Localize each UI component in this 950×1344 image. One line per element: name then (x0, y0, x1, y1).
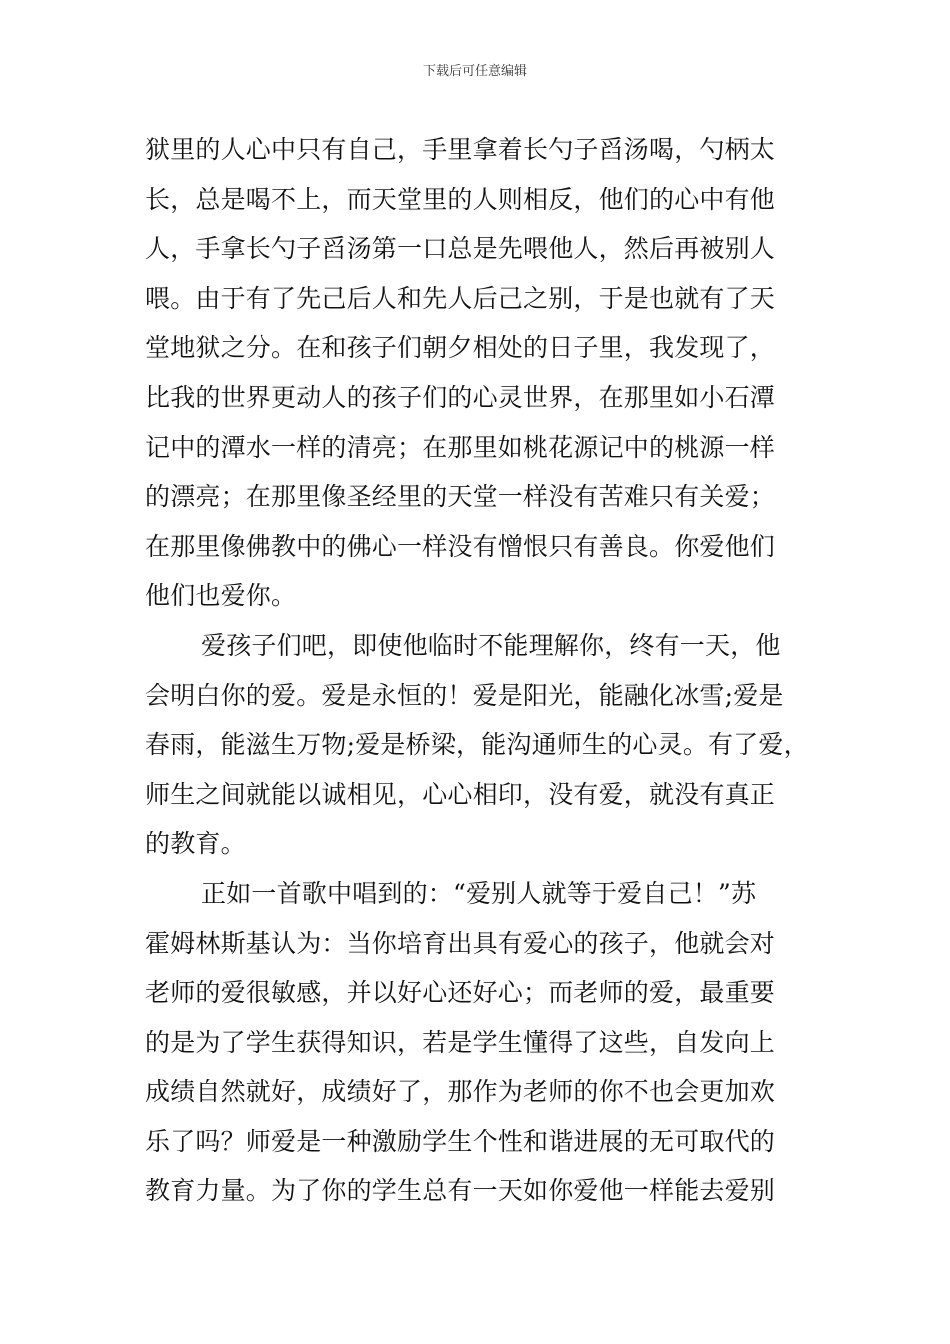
text-line: 正如一首歌中唱到的：“爱别人就等于爱自己！”苏 (201, 878, 757, 908)
text-line: 狱里的人心中只有自己，手里拿着长勺子舀汤喝，勺柄太 (145, 135, 776, 164)
text-line: 的是为了学生获得知识，若是学生懂得了这些，自发向上 (145, 1027, 776, 1057)
text-line: 记中的潭水一样的清亮；在那里如桃花源记中的桃源一样 (145, 432, 776, 462)
text-line: 师生之间就能以诚相见，心心相印，没有爱，就没有真正 (145, 779, 776, 809)
text-line: 会明白你的爱。爱是永恒的！爱是阳光，能融化冰雪;爱是 (145, 680, 784, 710)
text-line: 人，手拿长勺子舀汤第一口总是先喂他人，然后再被别人 (145, 234, 776, 264)
paragraph (145, 869, 825, 1216)
text-line: 乐了吗？师爱是一种激励学生个性和谐进展的无可取代的 (145, 1126, 776, 1156)
text-line: 长，总是喝不上，而天堂里的人则相反，他们的心中有他 (145, 184, 776, 214)
text-line: 堂地狱之分。在和孩子们朝夕相处的日子里，我发现了， (145, 333, 776, 363)
text-line: 爱孩子们吧，即使他临时不能理解你，终有一天，他 (201, 630, 781, 660)
text-line: 春雨，能滋生万物;爱是桥梁，能沟通师生的心灵。有了爱， (145, 730, 809, 760)
text-line: 喂。由于有了先己后人和先人后己之别，于是也就有了天 (145, 283, 776, 313)
text-line: 他们也爱你。 (145, 581, 297, 611)
paragraph (145, 125, 825, 621)
text-line: 霍姆林斯基认为：当你培育出具有爱心的孩子，他就会对 (145, 928, 776, 958)
text-line: 成绩自然就好，成绩好了，那作为老师的你不也会更加欢 (145, 1077, 776, 1107)
paragraph (145, 621, 825, 869)
text-line: 在那里像佛教中的佛心一样没有憎恨只有善良。你爱他们 (145, 531, 776, 561)
document-body (145, 125, 825, 1216)
page-header: 下载后可任意编辑 (422, 64, 527, 79)
text-line: 老师的爱很敏感，并以好心还好心；而老师的爱，最重要 (145, 978, 776, 1008)
text-line: 的漂亮；在那里像圣经里的天堂一样没有苦难只有关爱； (145, 482, 776, 512)
text-line: 教育力量。为了你的学生总有一天如你爱他一样能去爱别 (145, 1176, 776, 1206)
text-line: 比我的世界更动人的孩子们的心灵世界，在那里如小石潭 (145, 382, 776, 412)
text-line: 的教育。 (145, 829, 246, 859)
